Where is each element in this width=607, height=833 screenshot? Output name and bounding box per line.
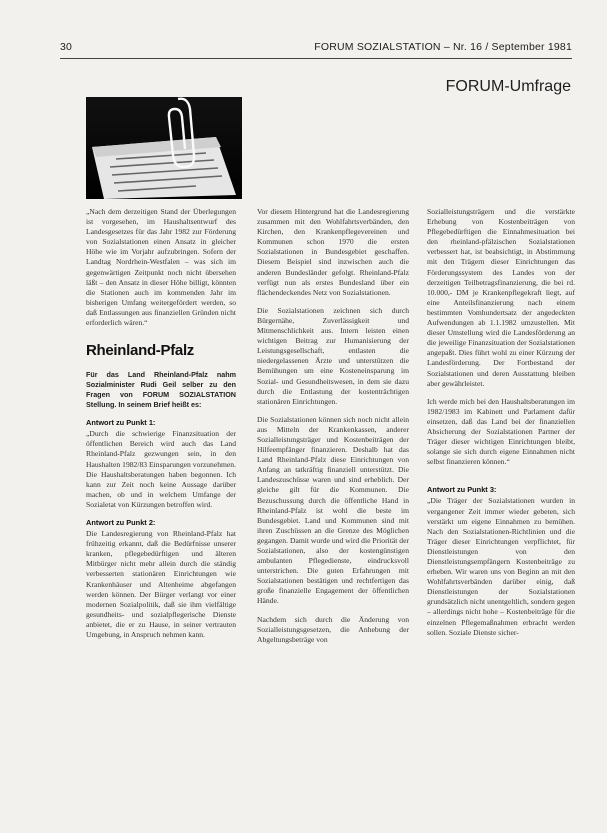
column2-paragraph-2: Die Sozialstationen zeichnen sich durch Bürgernähe, Zuverlässigkeit und Mitmenschlichkeit aus. Intern leisten einen wichtigen Beitrag zur Humanisierung der Leistungsgesellschaft, entlasten die niedergelassenen Ärzte und unterstützen die Bemühungen um eine Kosteneinsparung im Sozial- und Gesundheitswesen, in dem sie dazu durch die Entlastung der kostenträchtigen stationären Einrichtungen. (257, 305, 409, 406)
answer-heading-2: Antwort zu Punkt 2: (86, 517, 156, 527)
answer-heading-1: Antwort zu Punkt 1: (86, 418, 156, 428)
article-column-2 (257, 207, 409, 653)
column3-paragraph-2: Ich werde mich bei den Haushaltsberatungen im 1982/1983 im Kabinett und Parlament dafür einsetzen, daß das Land bei der finanziellen Absicherung der Sozialstationen Partner der Träger dieser wichtigen Einrichtungen bleibt, solange sie sich durch eigene Einnahmen nicht selbst finanzieren können.“ (427, 396, 575, 467)
page-number: 30 (60, 41, 73, 53)
section-title: FORUM-Umfrage (445, 78, 571, 95)
journal-issue-line: FORUM SOZIALSTATION – Nr. 16 / September 1981 (314, 41, 572, 53)
answer-text-2: Die Landesregierung von Rheinland-Pfalz hat frühzeitig erkannt, daß die Bedürfnisse unserer kranken, pflegebedürftigen und älteren Mitbürger nicht mehr allein durch die ständig verbesserten stationären Einrichtungen wie Krankenhäuser und Altenheime abgefangen werden können. Der Bürger verlangt vor einer modernen Sozialpolitik, daß sie ihm vielfältige gesundheits- und sozialpflegerische Dienste anbietet, die er zu Hause, in seiner vertrauten Umgebung, in Anspruch nehmen kann. (86, 529, 236, 639)
answer-heading-3: Antwort zu Punkt 3: (427, 485, 497, 495)
article-column-1 (86, 207, 236, 648)
answer-text-3: „Die Träger der Sozialstationen wurden in vergangener Zeit immer wieder gebeten, sich verstärkt um eigene Einnahmen zu bemühen. Nach den Sozialstationen-Richtlinien und die Träger dieser Einrichtungen verpflichtet, für Dienstleistungen von den Dienstleistungsempfängern Kostenbeiträge zu erheben. Wir waren uns von Beginn an mit den Wohlfahrtsverbänden darüber einig, daß Dienstleistungen der Sozialstationen grundsätzlich nicht unentgeltlich, sondern gegen – allerdings nicht hohe – Kostenbeiträge für die einzelnen Pflegemaßnahmen erbracht werden sollen. Soziale Dienste sicher- (427, 496, 575, 637)
page-header (60, 41, 572, 55)
state-heading: Rheinland-Pfalz (86, 342, 195, 360)
column2-paragraph-4: Nachdem sich durch die Änderung von Sozialleistungsgesetzen, die Anhebung der Abgeltungsbeträge von (257, 614, 409, 644)
column2-paragraph-1: Vor diesem Hintergrund hat die Landesregierung zusammen mit den Wohlfahrtsverbänden, den Kirchen, den Krankenpflegevereinen und Kommunen schon 1970 die ersten Sozialstationen in Bundesgebiet geschaffen. Diesem Beispiel sind inzwischen auch die anderen Bundesländer gefolgt. Rheinland-Pfalz verfügt nun als erstes Bundesland über ein flächendeckendes Netz von Sozialstationen. (257, 207, 409, 297)
column3-paragraph-1: Sozialleistungsträgern und die verstärkte Erhebung von Kostenbeiträgen von Pflegebedürftigen die Einnahmesituation bei den rheinland-pfälzischen Sozialstationen verbessert hat, ist beabsichtigt, in Abstimmung mit den Trägern dieser Einrichtungen das Förderungssystem des Landes von der derzeitigen Teilbetragsfinanzierung, die bei rd. 10.000,- DM je Krankenpflegekraft liegt, auf eine Anteilsfinanzierung nach einem bestimmten Vomhundertsatz der angedeckten Aufwendungen ab 1.1.1982 umzustellen. Mit dieser Umstellung wird die Landesförderung an die jeweilige Finanzsituation der Sozialstationen angepaßt. Dies führt wohl zu einer Kürzung der Landesförderung. Der Fortbestand der Sozialstationen und deren Ausstattung bleiben aber gewährleistet. (427, 207, 575, 388)
answer-text-1: „Durch die schwierige Finanzsituation der öffentlichen Bereich wird auch das Land Rheinland-Pfalz gezwungen sein, in den Haushalten 1982/83 Einsparungen vorzunehmen. Die Haushaltsberatungen haben begonnen. Ich kann zur Zeit noch keine Aussage darüber machen, ob und in welchem Umfange der Sozialetat von Kürzungen betroffen wird. (86, 429, 236, 509)
header-rule (60, 58, 572, 59)
nrw-answer-paragraph: „Nach dem derzeitigen Stand der Überlegungen ist vorgesehen, im Haushaltsentwurf des Landesgesetzes für das Jahr 1982 zur Förderung von Sozialstationen einen Ansatz in gleicher Höhe wie im Vorjahr aufzubringen. Sofern der Landtag Nordrhein-Westfalen – was sich im gegenwärtigen Zeitpunkt noch nicht übersehen läßt – den Ansatz in dieser Höhe billigt, könnten die Stationen auch im kommenden Jahr im bisherigen Umfang weitergefördert werden, so daß Entlassungen aus finanziellen Gründen nicht erforderlich wären.“ (86, 207, 236, 328)
intro-paragraph: Für das Land Rheinland-Pfalz nahm Sozialminister Rudi Geil selber zu den Fragen von FORUM SOZIALSTATION Stellung. In seinem Brief heißt es: (86, 370, 236, 410)
column2-paragraph-3: Die Sozialstationen können sich noch nicht allein aus Mitteln der Krankenkassen, anderer Sozialleistungsträger und Kostenbeiträgen der Hilfeempfänger finanzieren. Deshalb hat das Land Rheinland-Pfalz diese Einrichtungen von Anfang an tatkräftig finanziell unterstützt. Die Landeszuschüsse waren und sind erheblich. Der gleiche gilt für die Kommunen. Die Bezuschussung durch die öffentliche Hand in Rheinland-Pfalz ist wohl die beste im Bundesgebiet. Land und Kommunen sind mit ihren Zuschüssen an die Grenze des Möglichen gegangen. Damit wurde und wird die Priorität der Sozialstationen, also der kostengünstigen ambulanten Pflegedienste, eindrucksvoll unterstrichen. Die guten Erfahrungen mit Sozialstationen bestätigen und rechtfertigen das große finanzielle Engagement der öffentlichen Hände. (257, 414, 409, 606)
paperclip-note-photo-icon (86, 97, 242, 199)
article-column-3 (427, 207, 575, 646)
